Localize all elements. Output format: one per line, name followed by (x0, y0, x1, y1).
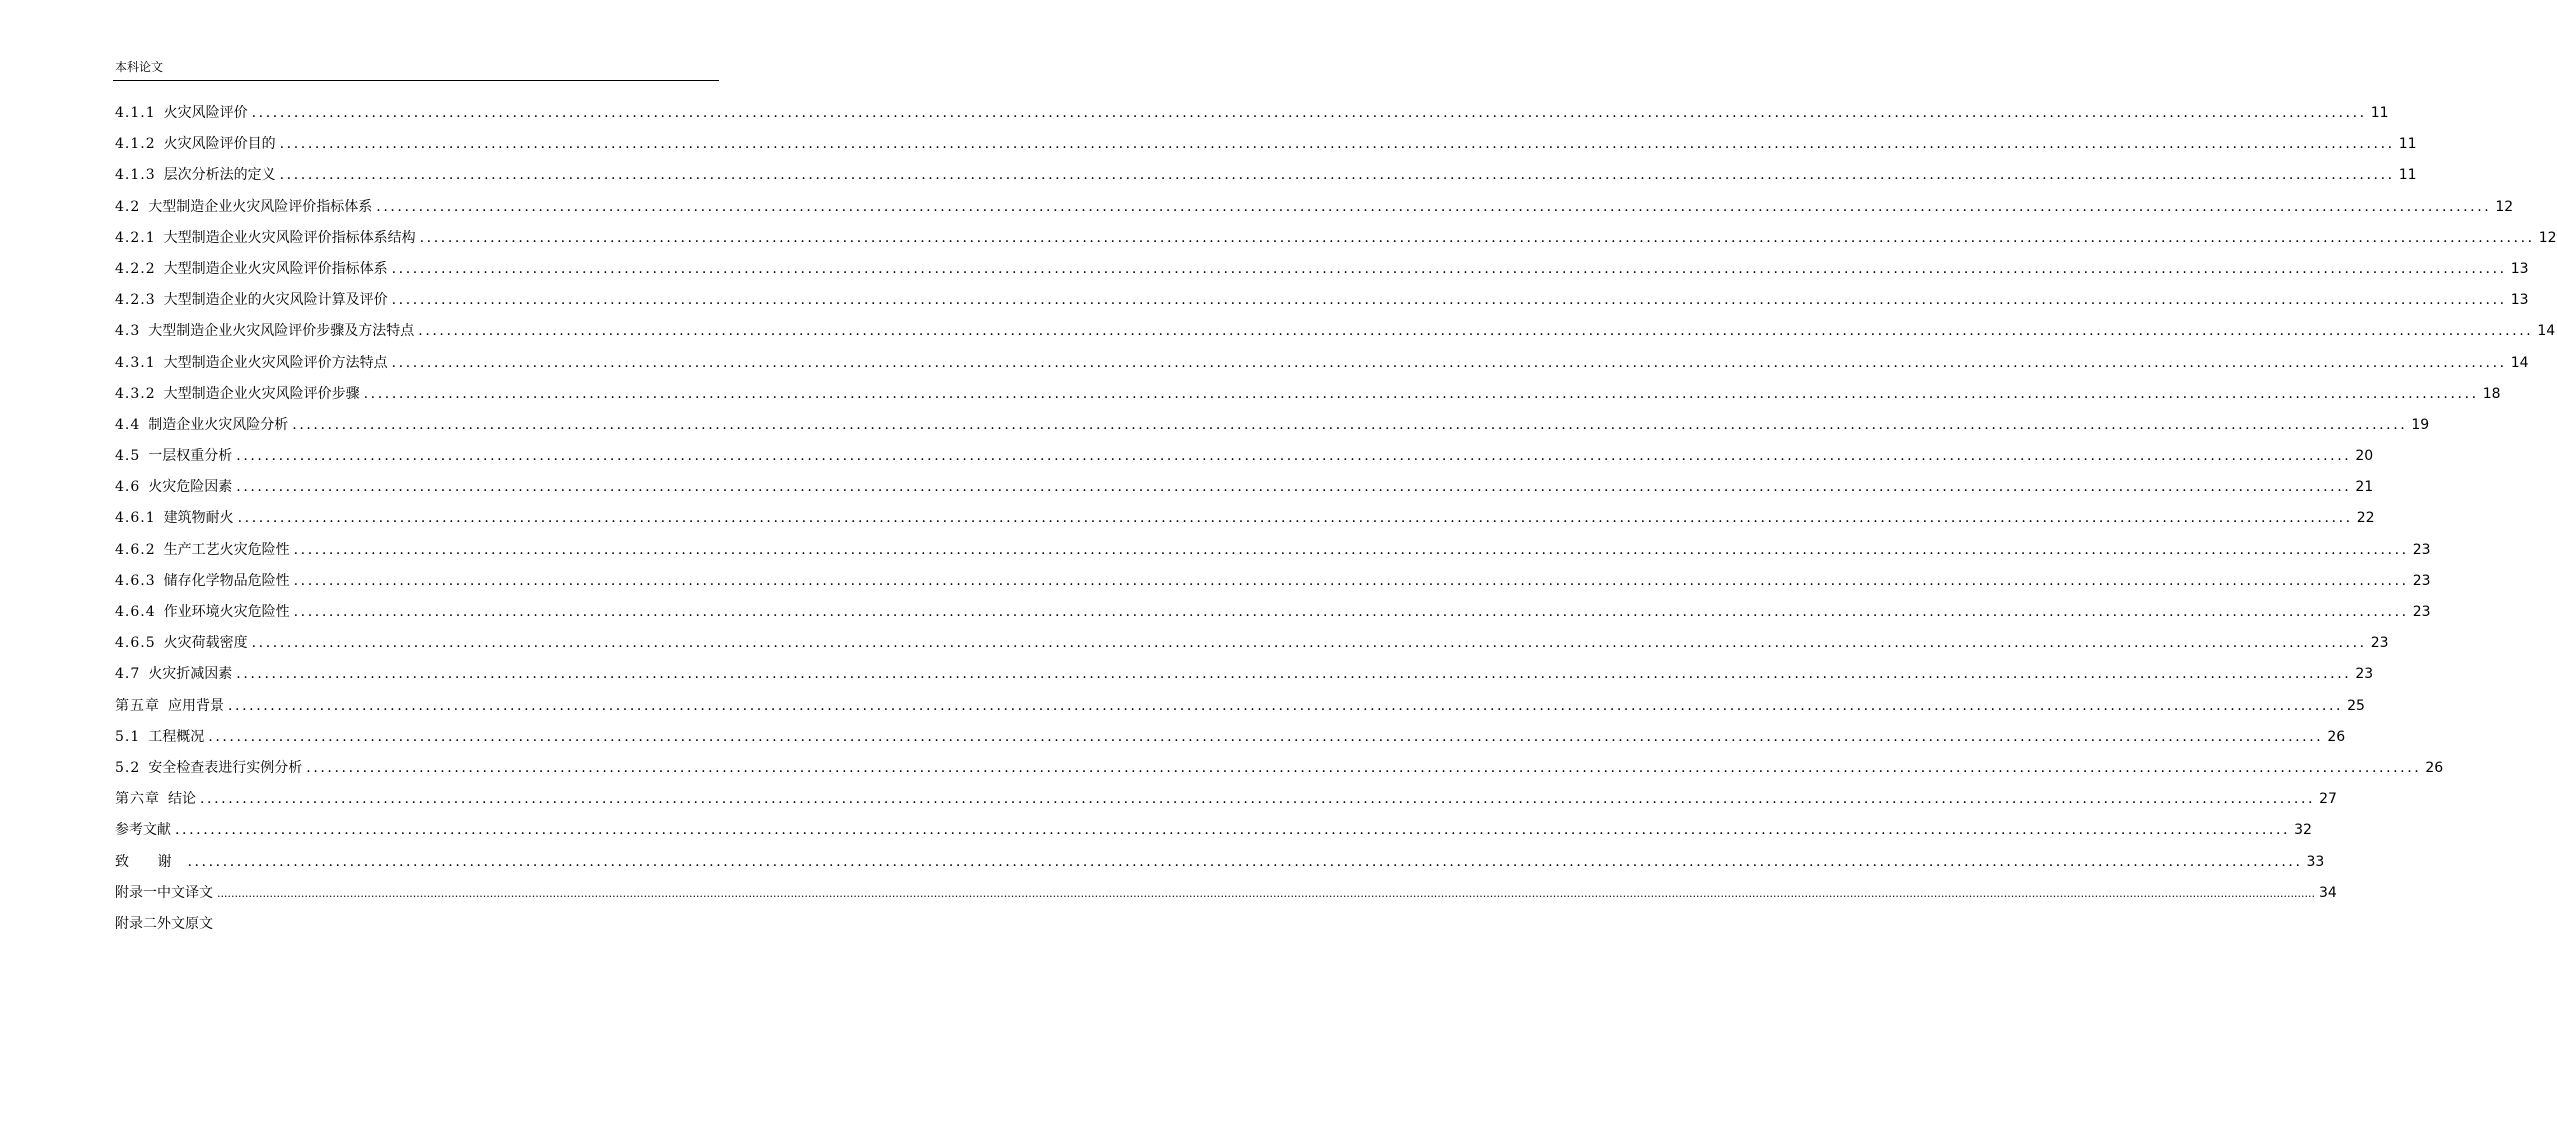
toc-entry-page: 12 (2495, 198, 2514, 215)
toc-entry-number: 4.3 (115, 323, 141, 340)
toc-entry-title: 火灾风险评价目的 (163, 136, 276, 153)
toc-entry-number: 4.6.1 (115, 510, 156, 527)
toc-entry-page: 34 (2318, 884, 2337, 901)
toc-entry[interactable] (115, 192, 2514, 223)
toc-dot-leader: ............................................................................................................................................................................................................................................................................................................ (279, 167, 2395, 184)
toc-entry-page: 21 (2355, 479, 2374, 496)
toc-entry-title: 应用背景 (168, 697, 224, 714)
toc-entry-number: 4.6.4 (115, 604, 156, 620)
toc-entry-page: 22 (2356, 510, 2375, 527)
toc-dot-leader: ............................................................................................................................................................................................................................................................................................................ (363, 385, 2479, 402)
toc-entry-number: 4.2 (115, 198, 141, 215)
toc-dot-leader: ............................................................................................................................................................................................................................................................................................................ (251, 635, 2367, 652)
toc-entry-page: 13 (2510, 292, 2529, 309)
table-of-contents (115, 98, 2557, 940)
toc-dot-leader: ............................................................................................................................................................................................................................................................................................................ (306, 759, 2422, 776)
toc-entry-page: 23 (2412, 572, 2431, 589)
toc-dot-leader: ............................................................................................................................................................................................................................................................................................................ (279, 136, 2395, 153)
toc-entry-page: 33 (2306, 853, 2325, 870)
toc-entry[interactable] (115, 847, 2325, 878)
toc-dot-leader: ............................................................................................................................................................................................................................................................................................................ (251, 105, 2367, 121)
toc-entry-page: 20 (2355, 448, 2374, 465)
toc-entry-title: 一层权重分析 (148, 448, 233, 465)
toc-entry[interactable] (115, 472, 2374, 503)
toc-entry-title: 附录一中文译文 (115, 884, 213, 901)
toc-entry-number: 5.1 (115, 728, 141, 745)
toc-entry-number: 4.7 (115, 666, 141, 683)
toc-entry-number: 4.6.3 (115, 572, 156, 589)
toc-entry-number: 第五章 (115, 697, 160, 714)
toc-dot-leader: ............................................................................................................................................................................................................................................................................................................ (391, 260, 2507, 277)
toc-entry-number: 4.6.2 (115, 541, 156, 558)
toc-entry[interactable] (115, 628, 2389, 659)
toc-dot-leader: ............................................................................................................................................................................................................................................................................................................ (391, 354, 2507, 371)
toc-entry[interactable] (115, 722, 2346, 753)
toc-entry-page: 11 (2398, 136, 2417, 153)
toc-entry[interactable] (115, 535, 2431, 566)
toc-entry[interactable] (115, 98, 2389, 129)
header-rule (113, 80, 719, 81)
toc-entry[interactable] (115, 909, 717, 940)
toc-entry-title: 大型制造企业火灾风险评价步骤及方法特点 (148, 323, 415, 340)
toc-entry-title: 工程概况 (148, 728, 205, 745)
toc-entry-title: 大型制造企业火灾风险评价指标体系 (163, 260, 388, 277)
toc-entry-title: 安全检查表进行实例分析 (148, 759, 303, 776)
toc-entry-title: 大型制造企业火灾风险评价指标体系结构 (163, 229, 416, 246)
toc-entry-page: 26 (2327, 728, 2346, 745)
toc-entry[interactable] (115, 223, 2557, 254)
toc-entry-number: 4.1.2 (115, 136, 156, 153)
toc-entry-page: 14 (2537, 323, 2556, 340)
toc-dot-leader: ............................................................................................................................................................................................................................................................................................................ (175, 822, 2291, 839)
toc-entry-page: 23 (2355, 666, 2374, 683)
toc-entry-page: 23 (2412, 604, 2431, 620)
toc-entry-number: 4.5 (115, 448, 141, 465)
toc-dot-leader: ............................................................................................................................................................................................................................................................................................................ (228, 697, 2344, 714)
toc-entry-page: 12 (2538, 229, 2557, 246)
toc-dot-leader: ............................................................................................................................................................................................................................................................................................................ (236, 666, 2352, 683)
toc-dot-leader: ............................................................................................................................................................................................................................................................................................................ (391, 292, 2507, 309)
toc-entry-title: 大型制造企业火灾风险评价指标体系 (148, 198, 373, 215)
toc-entry[interactable] (115, 254, 2529, 285)
toc-entry-number: 4.3.2 (115, 385, 156, 402)
toc-dot-leader: ............................................................................................................................................................................................................................................................................................................ (237, 510, 2353, 527)
toc-dot-leader: ............................................................................................................................................................................................................................................................................................................ (200, 791, 2316, 808)
toc-entry-title: 致 谢 (115, 853, 184, 870)
toc-entry-title: 火灾风险评价 (163, 105, 248, 121)
toc-entry-page: 19 (2411, 416, 2430, 433)
toc-entry-title: 制造企业火灾风险分析 (148, 416, 289, 433)
toc-entry-title: 储存化学物品危险性 (163, 572, 290, 589)
toc-dot-leader: ............................................................................................................................................................................................................................................................................................................ (208, 728, 2324, 745)
toc-entry-page: 23 (2412, 541, 2431, 558)
toc-dot-leader: ............................................................................................................................................................................................................................................................................................................ (187, 853, 2303, 870)
toc-entry[interactable] (115, 753, 2444, 784)
toc-entry-number: 4.1.3 (115, 167, 156, 184)
toc-entry-title: 建筑物耐火 (163, 510, 234, 527)
toc-entry-title: 参考文献 (115, 822, 171, 839)
toc-entry[interactable] (115, 160, 2417, 191)
toc-dot-leader: ............................................................................................................................................................................................................................................................................................................ (293, 572, 2409, 589)
toc-dot-leader: ............................................................................................................................................................................................................................................................................................................ (376, 198, 2492, 215)
toc-dot-leader: ............................................................................................................................................................................................................................................................................................................ (418, 323, 2534, 340)
toc-entry[interactable] (115, 691, 2365, 722)
toc-entry[interactable] (115, 659, 2374, 690)
toc-entry[interactable] (115, 348, 2529, 379)
toc-entry-page: 11 (2370, 105, 2389, 121)
toc-entry-number: 4.4 (115, 416, 141, 433)
toc-entry-title: 大型制造企业的火灾风险计算及评价 (163, 292, 388, 309)
toc-entry-title: 生产工艺火灾危险性 (163, 541, 290, 558)
toc-entry[interactable] (115, 129, 2417, 160)
toc-entry-title: 火灾危险因素 (148, 479, 233, 496)
toc-entry-page: 27 (2319, 791, 2337, 808)
toc-entry[interactable] (115, 410, 2430, 441)
toc-entry-page: 23 (2370, 635, 2389, 652)
toc-entry-title: 火灾荷载密度 (163, 635, 248, 652)
toc-entry-title: 大型制造企业火灾风险评价步骤 (163, 385, 360, 402)
toc-entry[interactable] (115, 441, 2374, 472)
toc-dot-leader: ............................................................................................................................................................................................................................................................................................................ (236, 448, 2352, 465)
toc-dot-leader: ........................................................................................................................................................................................................................................................................................................................................................................................................................................................................................................................................................................................................................ (217, 886, 2315, 900)
toc-entry[interactable] (115, 316, 2556, 347)
toc-entry[interactable] (115, 878, 2337, 909)
toc-entry-number: 4.2.3 (115, 292, 156, 309)
toc-dot-leader: ............................................................................................................................................................................................................................................................................................................ (236, 479, 2352, 496)
toc-entry-page: 14 (2510, 354, 2529, 371)
toc-entry-number: 4.2.1 (115, 229, 156, 246)
toc-entry[interactable] (115, 784, 2337, 815)
toc-entry-page: 18 (2482, 385, 2501, 402)
toc-entry-title: 附录二外文原文 (115, 915, 213, 932)
toc-entry[interactable] (115, 597, 2431, 628)
toc-entry[interactable] (115, 285, 2529, 316)
toc-entry-page: 11 (2398, 167, 2417, 184)
toc-entry[interactable] (115, 503, 2375, 534)
toc-entry[interactable] (115, 379, 2501, 410)
page-header: 本科论文 (115, 60, 164, 74)
toc-entry-title: 作业环境火灾危险性 (163, 604, 290, 620)
toc-dot-leader: ............................................................................................................................................................................................................................................................................................................ (293, 541, 2409, 558)
toc-entry-page: 32 (2294, 822, 2312, 839)
toc-entry-number: 5.2 (115, 759, 141, 776)
toc-entry-title: 火灾折减因素 (148, 666, 233, 683)
toc-entry-number: 4.3.1 (115, 354, 156, 371)
toc-entry-number: 4.2.2 (115, 260, 156, 277)
toc-dot-leader: ............................................................................................................................................................................................................................................................................................................ (293, 604, 2409, 620)
toc-entry-title: 大型制造企业火灾风险评价方法特点 (163, 354, 388, 371)
toc-dot-leader: ............................................................................................................................................................................................................................................................................................................ (292, 416, 2408, 433)
toc-entry[interactable] (115, 815, 2312, 846)
toc-entry-title: 层次分析法的定义 (163, 167, 276, 184)
toc-entry-page: 26 (2425, 759, 2444, 776)
toc-entry-number: 4.6.5 (115, 635, 156, 652)
toc-dot-leader: ............................................................................................................................................................................................................................................................................................................ (419, 229, 2535, 246)
toc-entry[interactable] (115, 566, 2431, 597)
toc-entry-number: 4.6 (115, 479, 141, 496)
toc-entry-number: 第六章 (115, 791, 160, 808)
toc-entry-page: 25 (2347, 697, 2365, 714)
toc-entry-number: 4.1.1 (115, 105, 156, 121)
toc-entry-title: 结论 (168, 791, 196, 808)
toc-entry-page: 13 (2510, 260, 2529, 277)
